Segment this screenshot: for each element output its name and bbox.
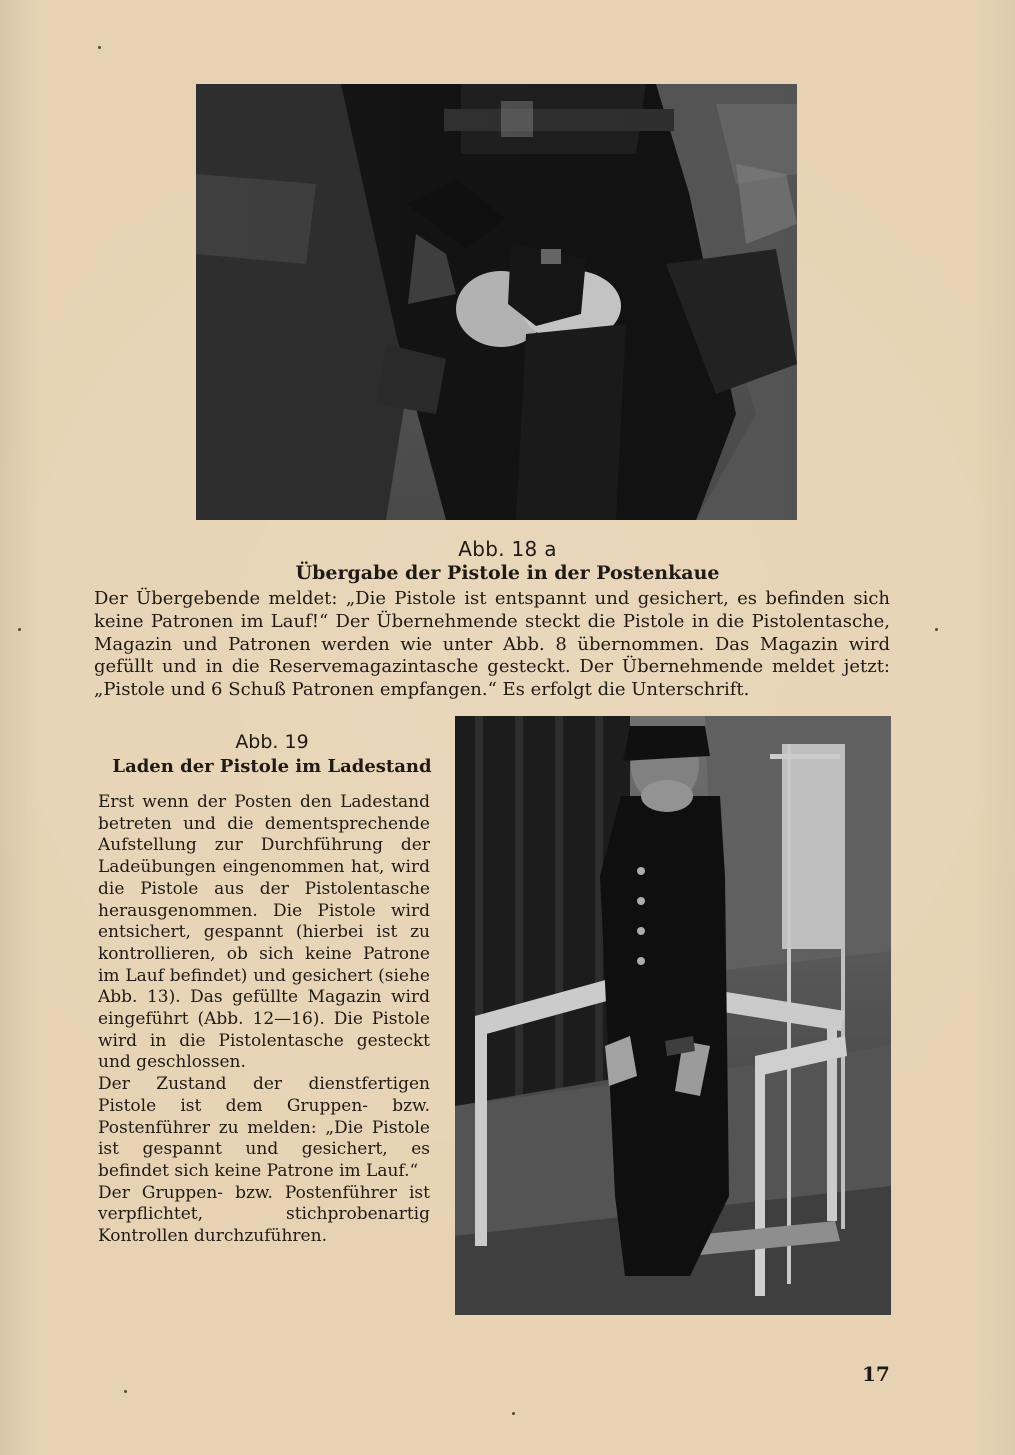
figure-18a-title: Übergabe der Pistole in der Postenkaue: [295, 562, 720, 584]
paper-speck: [98, 46, 101, 49]
paper-speck: [18, 628, 21, 631]
photo-handover-pistol: [196, 84, 797, 520]
paper-speck: [935, 628, 938, 631]
paper-speck: [512, 1412, 515, 1415]
figure-18a-label: Abb. 18 a: [458, 537, 557, 561]
figure-19-label: Abb. 19: [235, 731, 309, 753]
figure-18a-body: Der Übergebende meldet: „Die Pistole ist entspannt und gesichert, es befinden sich keine Patronen im Lauf!“ Der Übernehmende steckt die Pistole in die Pistolentasche, Magazin und Patronen werden wie unter Abb. 8 übernommen. Das Magazin wird gefüllt und in die Reservemagazintasche gesteckt. Der Übernehmende meldet jetzt: „Pistole und 6 Schuß Patronen empfangen.“ Es erfolgt die Unterschrift.: [94, 588, 890, 701]
figure-19-body: Erst wenn der Posten den Ladestand betreten und die dementsprechende Aufstellung zur Durchführung der Ladeübungen eingenommen hat, wird die Pistole aus der Pistolentasche herausgenommen. Die Pistole wird entsichert, gespannt (hierbei ist zu kontrollieren, ob sich keine Patrone im Lauf befindet) und gesichert (siehe Abb. 13). Das gefüllte Magazin wird eingeführt (Abb. 12—16). Die Pistole wird in die Pistolentasche gesteckt und geschlossen. Der Zustand der dienstfertigen Pistole ist dem Gruppen- bzw. Postenführer zu melden: „Die Pistole ist gespannt und gesichert, es befindet sich keine Patrone im Lauf.“ Der Gruppen- bzw. Postenführer ist verpflichtet, stichprobenartig Kontrollen durchzuführen.: [98, 792, 430, 1247]
page-number: 17: [862, 1362, 890, 1386]
figure-19-title: Laden der Pistole im Ladestand: [112, 756, 432, 777]
paper-speck: [124, 1390, 127, 1393]
photo-loading-stand: [455, 716, 891, 1315]
